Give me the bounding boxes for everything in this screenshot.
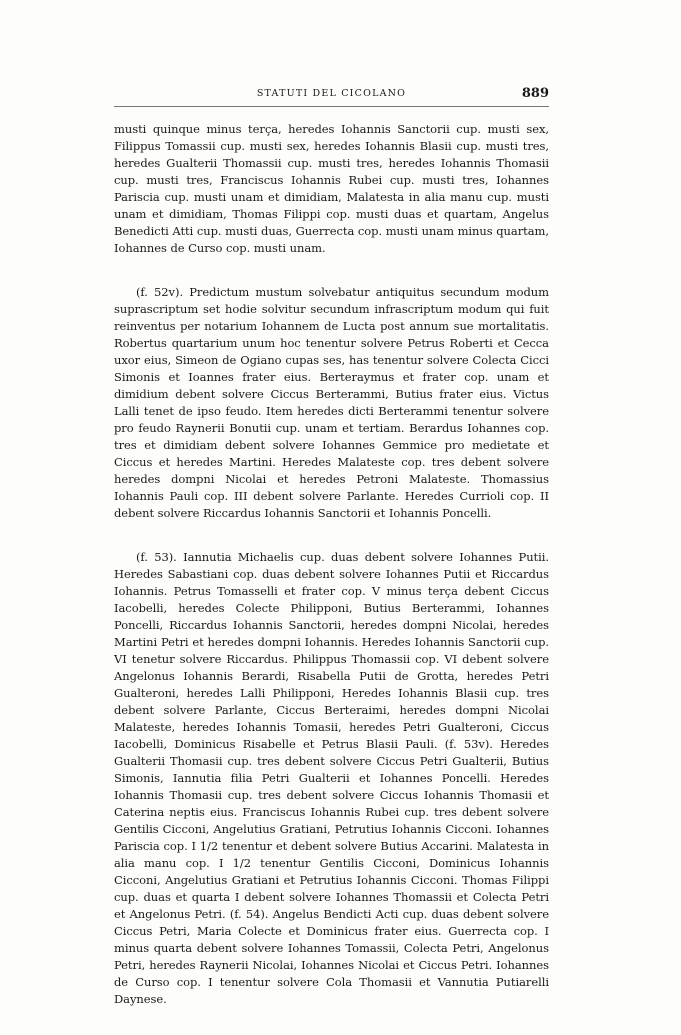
- page-number: 889: [521, 86, 549, 101]
- running-title: STATUTI DEL CICOLANO: [256, 88, 407, 99]
- paragraph-1: musti quinque minus terça, heredes Iohannis Sanctorii cup. musti sex, Filippus Tomassii cup. musti sex, heredes Iohannis Blasii cup. musti tres, heredes Gualterii Thomassii cup. musti tres, heredes Iohannis Thomasii cup. musti tres, Franciscus Iohannis Rubei cup. musti tres, Iohannes Pariscia cup. musti unam et dimidiam, Malatesta in alia manu cup. musti unam et dimidiam, Thomas Filippi cop. musti duas et quartam, Angelus Benedicti Atti cup. musti duas, Guerrecta cop. musti unam minus quartam, Iohannes de Curso cop. musti unam.: [114, 122, 549, 255]
- page-body: [114, 121, 549, 1035]
- page-header: [114, 86, 549, 106]
- header-rule: [114, 106, 549, 107]
- paragraph-3: (f. 53). Iannutia Michaelis cup. duas debent solvere Iohannes Putii. Heredes Sabastiani cop. duas debent solvere Iohannes Putii et Riccardus Iohannis. Petrus Tomasselli et frater cop. V minus terça debent Ciccus Iacobelli, heredes Colecte Philipponi, Butius Berterammi, Iohannes Poncelli, Riccardus Iohannis Sanctorii, heredes dompni Nicolai, heredes Martini Petri et heredes dompni Iohannis. Heredes Iohannis Sanctorii cup. VI tenetur solvere Riccardus. Philippus Thomassii cop. VI debent solvere Angelonus Iohannis Berardi, Risabella Putii de Grotta, heredes Petri Gualteroni, heredes Lalli Philipponi, Heredes Iohannis Blasii cup. tres debent solvere Parlante, Ciccus Berteraimi, heredes dompni Nicolai Malateste, heredes Iohannis Tomasii, heredes Petri Gualteroni, Ciccus Iacobelli, Dominicus Risabelle et Petrus Blasii Pauli. (f. 53v). Heredes Gualterii Thomasii cup. tres debent solvere Ciccus Petri Gualterii, Butius Simonis, Iannutia filia Petri Gualterii et Iohannes Poncelli. Heredes Iohannis Thomasii cup. tres debent solvere Ciccus Iohannis Thomasii et Caterina neptis eius. Franciscus Iohannis Rubei cup. tres debent solvere Gentilis Cicconi, Angelutius Gratiani, Petrutius Iohannis Cicconi. Iohannes Pariscia cop. I 1/2 tenentur et debent solvere Butius Accarini. Malatesta in alia manu cop. I 1/2 tenentur Gentilis Cicconi, Dominicus Iohannis Cicconi, Angelutius Gratiani et Petrutius Iohannis Cicconi. Thomas Filippi cup. duas et quarta I debent solvere Iohannes Thomassii et Colecta Petri et Angelonus Petri. (f. 54). Angelus Bendicti Acti cup. duas debent solvere Ciccus Petri, Maria Colecte et Dominicus frater eius. Guerrecta cop. I minus quarta debent solvere Iohannes Tomassii, Colecta Petri, Angelonus Petri, heredes Raynerii Nicolai, Iohannes Nicolai et Ciccus Petri. Iohannes de Curso cop. I tenentur solvere Cola Thomasii et Vannutia Putiarelli Daynese.: [114, 550, 549, 1006]
- paragraph-2: (f. 52v). Predictum mustum solvebatur antiquitus secundum modum suprascriptum set hodie solvitur secundum infrascriptum modum qui fuit reinventus per notarium Iohannem de Lucta post annum sue mortalitatis. Robertus quartarium unum hoc tenentur solvere Petrus Roberti et Cecca uxor eius, Simeon de Ogiano cupas ses, has tenentur solvere Colecta Cicci Simonis et Ioannes frater eius. Berteraymus et frater cop. unam et dimidium debent solvere Ciccus Berterammi, Butius frater eius. Victus Lalli tenet de ipso feudo. Item heredes dicti Berterammi tenentur solvere pro feudo Raynerii Bonutii cup. unam et tertiam. Berardus Iohannes cop. tres et dimidiam debent solvere Iohannes Gemmice pro medietate et Ciccus et heredes Martini. Heredes Malateste cop. tres debent solvere heredes dompni Nicolai et heredes Petroni Malateste. Thomassius Iohannis Pauli cop. III debent solvere Parlante. Heredes Currioli cop. II debent solvere Riccardus Iohannis Sanctorii et Iohannis Poncelli.: [114, 285, 549, 520]
